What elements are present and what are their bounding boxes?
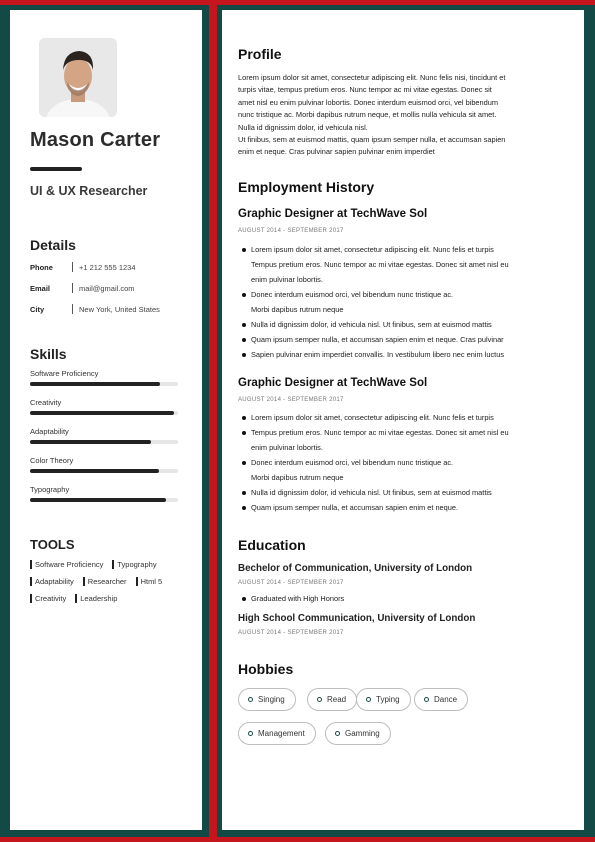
- bullet-item: [238, 332, 568, 347]
- skill-track: [30, 469, 178, 473]
- detail-key: City: [30, 304, 45, 314]
- skill-label: Color Theory: [30, 456, 74, 465]
- bullet-line: Lorem ipsum dolor sit amet, consectetur adipiscing elit. Nunc felis et turpis: [251, 413, 494, 422]
- profile-line: nunc tristique ac. Morbi dapibus rutrum neque, et mollis nulla vehicula sit amet.: [238, 110, 497, 120]
- bullet-item: [238, 287, 568, 317]
- education-title: High School Communication, University of London: [238, 613, 476, 624]
- skill-fill: [30, 411, 174, 415]
- skill-fill: [30, 382, 160, 386]
- circle-icon: [335, 731, 340, 736]
- tool-tag: Typography: [112, 560, 156, 569]
- job-date: AUGUST 2014 - SEPTEMBER 2017: [238, 228, 344, 234]
- bullet-line: Nulla id dignissim dolor, id vehicula nisl. Ut finibus, sem at euismod mattis: [251, 320, 492, 329]
- detail-row-city: [30, 304, 160, 314]
- bullet-line: Sapien pulvinar enim imperdiet convallis. In vestibulum libero nec enim luctus: [251, 350, 505, 359]
- bullet-line: Morbi dapibus rutrum neque: [251, 473, 344, 482]
- hobby-chip: [356, 688, 411, 711]
- bullet-item: [238, 347, 568, 362]
- bullet-item: [238, 500, 568, 515]
- circle-icon: [317, 697, 322, 702]
- profile-line: Lorem ipsum dolor sit amet, consectetur adipiscing elit. Nunc felis nisi, tincidunt et: [238, 73, 506, 82]
- bullet-line: Quam ipsum semper nulla, et accumsan sapien enim et neque.: [251, 503, 459, 512]
- skill-item: [30, 456, 178, 473]
- skill-item: [30, 485, 178, 502]
- tools-row: [30, 560, 190, 569]
- profile-text: [238, 72, 568, 159]
- hobbies-heading: Hobbies: [238, 661, 294, 677]
- detail-row-phone: [30, 262, 136, 272]
- profile-heading: Profile: [238, 46, 282, 62]
- hobby-chip: [414, 688, 468, 711]
- circle-icon: [248, 697, 253, 702]
- detail-value: mail@gmail.com: [79, 283, 135, 293]
- skill-label: Creativity: [30, 398, 62, 407]
- tools-list: [30, 560, 190, 611]
- profile-line: Ut finibus, sem at euismod mattis, quam ipsum semper nulla, et accumsan sapien: [238, 135, 506, 145]
- detail-separator: [72, 304, 73, 314]
- tool-tag: Html 5: [136, 577, 163, 586]
- name-underline: [30, 167, 82, 171]
- skill-item: [30, 369, 178, 386]
- circle-icon: [424, 697, 429, 702]
- hobby-label: Dance: [434, 695, 458, 704]
- tool-tag: Creativity: [30, 594, 66, 603]
- bullet-line: enim pulvinar lobortis.: [251, 275, 323, 284]
- skill-fill: [30, 469, 159, 473]
- hobby-chip: [238, 722, 316, 745]
- bullet-line: Quam ipsum semper nulla, et accumsan sapien enim et neque. Cras pulvinar: [251, 335, 504, 344]
- skill-track: [30, 498, 178, 502]
- candidate-role: UI & UX Researcher: [30, 184, 148, 198]
- bullet-line: Nulla id dignissim dolor, id vehicula nisl. Ut finibus, sem at euismod mattis: [251, 488, 492, 497]
- hobby-chip: [325, 722, 391, 745]
- hobby-chip: [307, 688, 357, 711]
- profile-line: amet nisl eu enim pulvinar lobortis. Donec interdum euismod orci, vel bibendum: [238, 97, 499, 107]
- skill-fill: [30, 498, 166, 502]
- skills-heading: Skills: [30, 346, 67, 362]
- detail-row-email: [30, 283, 135, 293]
- skill-label: Typography: [30, 485, 70, 494]
- sidebar-panel: [10, 10, 202, 830]
- hobby-label: Management: [258, 729, 305, 738]
- hobby-chip: [238, 688, 296, 711]
- details-heading: Details: [30, 237, 76, 253]
- profile-line: Nulla id dignissim dolor, id vehicula nisl.: [238, 122, 368, 132]
- tool-tag: Researcher: [83, 577, 127, 586]
- circle-icon: [248, 731, 253, 736]
- skill-label: Adaptability: [30, 427, 69, 436]
- bullet-line: Tempus pretium eros. Nunc tempor ac mi vitae egestas. Donec sit amet nisl eu: [251, 428, 509, 437]
- bullet-item: [238, 317, 568, 332]
- bullet-item: [238, 455, 568, 485]
- bullet-item: [238, 410, 568, 425]
- tools-row: [30, 594, 190, 603]
- bullet-line: enim pulvinar lobortis.: [251, 443, 323, 452]
- profile-line: enim et neque. Cras pulvinar sapien pulvinar enim imperdiet: [238, 147, 435, 157]
- tool-tag: Software Proficiency: [30, 560, 103, 569]
- skill-item: [30, 427, 178, 444]
- avatar: [39, 38, 117, 117]
- detail-separator: [72, 262, 73, 272]
- tool-tag: Leadership: [75, 594, 117, 603]
- education-date: AUGUST 2014 - SEPTEMBER 2017: [238, 580, 344, 586]
- detail-key: Email: [30, 283, 51, 293]
- profile-line: turpis vitae, tempus pretium eros. Nunc tempor ac mi vitae egestas. Donec sit: [238, 85, 492, 95]
- divider-strip: [209, 5, 217, 837]
- education-bullets: [238, 591, 568, 606]
- bullet-line: Graduated with High Honors: [251, 594, 345, 603]
- bullet-line: Donec interdum euismod orci, vel bibendum nunc tristique ac.: [251, 290, 454, 299]
- bullet-line: Donec interdum euismod orci, vel bibendum nunc tristique ac.: [251, 458, 454, 467]
- main-panel: [222, 10, 584, 830]
- job-bullets: [238, 410, 568, 515]
- job-title: Graphic Designer at TechWave Sol: [238, 377, 428, 389]
- education-date: AUGUST 2014 - SEPTEMBER 2017: [238, 630, 344, 636]
- bullet-item: [238, 591, 568, 606]
- job-title: Graphic Designer at TechWave Sol: [238, 208, 428, 220]
- bullet-item: [238, 242, 568, 287]
- skill-track: [30, 382, 178, 386]
- skill-track: [30, 440, 178, 444]
- hobby-label: Read: [327, 695, 347, 704]
- tools-row: [30, 577, 190, 586]
- bullet-line: Tempus pretium eros. Nunc tempor ac mi vitae egestas. Donec sit amet nisl eu: [251, 260, 509, 269]
- skill-fill: [30, 440, 151, 444]
- education-heading: Education: [238, 537, 306, 553]
- education-title: Bechelor of Communication, University of London: [238, 563, 473, 574]
- bullet-line: Morbi dapibus rutrum neque: [251, 305, 344, 314]
- hobby-label: Gamming: [345, 729, 380, 738]
- hobby-label: Singing: [258, 695, 285, 704]
- hobby-label: Typing: [376, 695, 400, 704]
- tool-tag: Adaptability: [30, 577, 74, 586]
- skill-item: [30, 398, 178, 415]
- job-date: AUGUST 2014 - SEPTEMBER 2017: [238, 397, 344, 403]
- skill-label: Software Proficiency: [30, 369, 99, 378]
- tools-heading: TOOLS: [30, 537, 75, 552]
- detail-value: New York, United States: [79, 304, 160, 314]
- detail-separator: [72, 283, 73, 293]
- bullet-item: [238, 425, 568, 455]
- bullet-line: Lorem ipsum dolor sit amet, consectetur adipiscing elit. Nunc felis et turpis: [251, 245, 494, 254]
- avatar-photo-icon: [39, 38, 117, 117]
- detail-key: Phone: [30, 262, 53, 272]
- job-bullets: [238, 242, 568, 362]
- employment-heading: Employment History: [238, 179, 375, 195]
- skill-track: [30, 411, 178, 415]
- detail-value: +1 212 555 1234: [79, 262, 136, 272]
- circle-icon: [366, 697, 371, 702]
- bullet-item: [238, 485, 568, 500]
- candidate-name: Mason Carter: [30, 129, 161, 151]
